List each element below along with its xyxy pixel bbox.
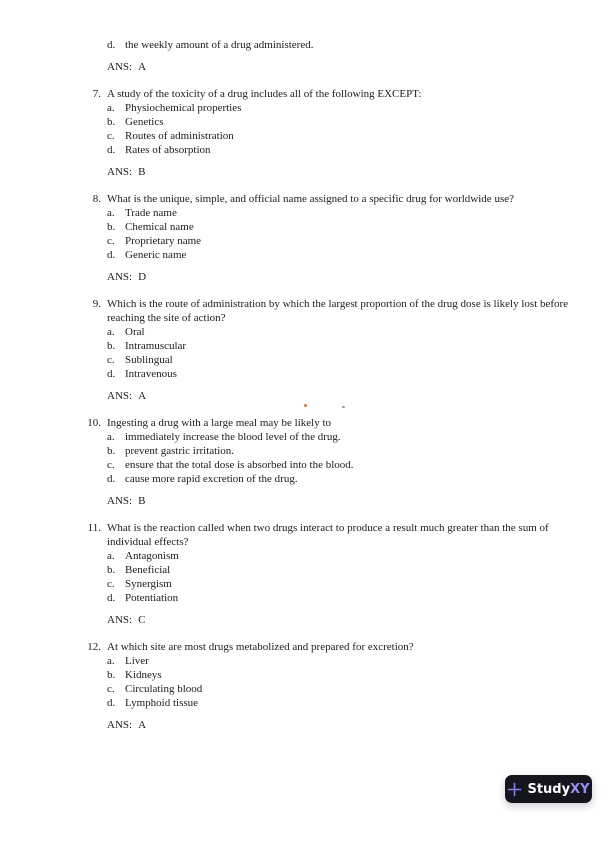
option-c — [107, 353, 572, 367]
option-d — [107, 696, 572, 710]
answer-line — [107, 389, 572, 403]
option-letter: a. — [107, 102, 115, 114]
option-a — [107, 549, 572, 563]
ans-label: ANS: — [107, 166, 133, 178]
option-a — [107, 101, 572, 115]
ans-value: A — [138, 390, 147, 402]
option-text: Oral — [125, 326, 145, 338]
answer-line — [107, 165, 572, 179]
option-a — [107, 430, 572, 444]
option-text: Potentiation — [125, 592, 179, 604]
option-d — [107, 248, 572, 262]
option-letter: c. — [107, 235, 115, 247]
option-letter: c. — [107, 354, 115, 366]
plus-icon — [507, 782, 522, 797]
answer-line — [107, 494, 572, 508]
option-text: Beneficial — [125, 564, 171, 576]
option-letter: b. — [107, 445, 116, 457]
option-b — [107, 668, 572, 682]
option-letter: c. — [107, 578, 115, 590]
option-text: Intramuscular — [125, 340, 187, 352]
option-text: Lymphoid tissue — [125, 697, 199, 709]
question-text: At which site are most drugs metabolized and prepared for excretion? — [107, 641, 414, 653]
option-letter: a. — [107, 207, 115, 219]
option-letter: c. — [107, 683, 115, 695]
fragment-option — [107, 38, 572, 52]
ans-label: ANS: — [107, 390, 133, 402]
question-number: 11. — [87, 522, 101, 534]
option-text: Intravenous — [125, 368, 177, 380]
option-a — [107, 325, 572, 339]
option-text: prevent gastric irritation. — [125, 445, 235, 457]
option-text: ensure that the total dose is absorbed into the blood. — [125, 459, 354, 471]
question-8 — [82, 192, 572, 262]
option-text: Genetics — [125, 116, 164, 128]
answer-line — [107, 613, 572, 627]
option-text: Rates of absorption — [125, 144, 211, 156]
ans-label: ANS: — [107, 61, 133, 73]
question-text: A study of the toxicity of a drug includes all of the following EXCEPT: — [107, 88, 422, 100]
question-text: What is the unique, simple, and official name assigned to a specific drug for worldwide use? — [107, 193, 514, 205]
option-letter: b. — [107, 116, 116, 128]
option-text: Generic name — [125, 249, 187, 261]
option-a — [107, 654, 572, 668]
option-c — [107, 458, 572, 472]
question-text: Which is the route of administration by which the largest proportion of the drug dose is likely lost before reaching the site of action? — [107, 298, 569, 324]
option-b — [107, 444, 572, 458]
option-letter: d. — [107, 249, 116, 261]
option-d — [107, 472, 572, 486]
ans-value: B — [138, 495, 146, 507]
option-letter: a. — [107, 550, 115, 562]
ans-value: D — [138, 271, 147, 283]
option-letter: a. — [107, 431, 115, 443]
brand-name-primary: Study — [527, 781, 571, 797]
option-d — [107, 367, 572, 381]
ans-value: A — [138, 719, 147, 731]
option-letter: d. — [107, 368, 116, 380]
ans-value: C — [138, 614, 146, 626]
option-text: Trade name — [125, 207, 177, 219]
option-letter: b. — [107, 340, 116, 352]
option-text: Routes of administration — [125, 130, 234, 142]
option-letter: d. — [107, 39, 116, 51]
option-d — [107, 143, 572, 157]
option-text: Proprietary name — [125, 235, 202, 247]
option-c — [107, 682, 572, 696]
option-a — [107, 206, 572, 220]
ans-value: B — [138, 166, 146, 178]
question-number: 9. — [92, 298, 101, 310]
option-text: Liver — [125, 655, 149, 667]
ans-label: ANS: — [107, 719, 133, 731]
option-b — [107, 115, 572, 129]
option-text: Synergism — [125, 578, 172, 590]
option-letter: b. — [107, 221, 116, 233]
option-letter: c. — [107, 130, 115, 142]
artifact-dot — [304, 404, 307, 407]
question-7 — [82, 87, 572, 157]
option-text: Sublingual — [125, 354, 173, 366]
option-c — [107, 129, 572, 143]
option-text: Circulating blood — [125, 683, 203, 695]
option-letter: c. — [107, 459, 115, 471]
artifact-dot — [342, 406, 345, 408]
option-letter: b. — [107, 564, 116, 576]
answer-line — [107, 60, 572, 74]
ans-label: ANS: — [107, 614, 133, 626]
option-letter: d. — [107, 473, 116, 485]
brand-name-accent: XY — [570, 781, 590, 797]
option-letter: d. — [107, 592, 116, 604]
question-9 — [82, 297, 572, 381]
question-number: 7. — [92, 88, 101, 100]
option-text: Chemical name — [125, 221, 194, 233]
option-letter: d. — [107, 144, 116, 156]
option-b — [107, 220, 572, 234]
option-text: immediately increase the blood level of the drug. — [125, 431, 341, 443]
question-number: 8. — [92, 193, 101, 205]
option-letter: a. — [107, 655, 115, 667]
question-number: 12. — [87, 641, 101, 653]
answer-line — [107, 718, 572, 732]
option-text: Antagonism — [125, 550, 179, 562]
option-b — [107, 563, 572, 577]
option-letter: b. — [107, 669, 116, 681]
option-text: cause more rapid excretion of the drug. — [125, 473, 298, 485]
option-b — [107, 339, 572, 353]
option-d — [107, 591, 572, 605]
question-text: What is the reaction called when two drugs interact to produce a result much greater than the sum of individual effects? — [107, 522, 549, 548]
option-c — [107, 234, 572, 248]
answer-line — [107, 270, 572, 284]
option-text: Kidneys — [125, 669, 162, 681]
studyxy-logo-badge — [505, 775, 592, 803]
question-text: Ingesting a drug with a large meal may be likely to — [107, 417, 332, 429]
question-number: 10. — [87, 417, 101, 429]
option-c — [107, 577, 572, 591]
brand-name — [527, 783, 589, 796]
option-letter: d. — [107, 697, 116, 709]
ans-label: ANS: — [107, 271, 133, 283]
ans-label: ANS: — [107, 495, 133, 507]
option-text: the weekly amount of a drug administered. — [125, 39, 314, 51]
question-10 — [82, 416, 572, 486]
ans-value: A — [138, 61, 147, 73]
option-text: Physiochemical properties — [125, 102, 242, 114]
question-11 — [82, 521, 572, 605]
question-12 — [82, 640, 572, 710]
option-letter: a. — [107, 326, 115, 338]
